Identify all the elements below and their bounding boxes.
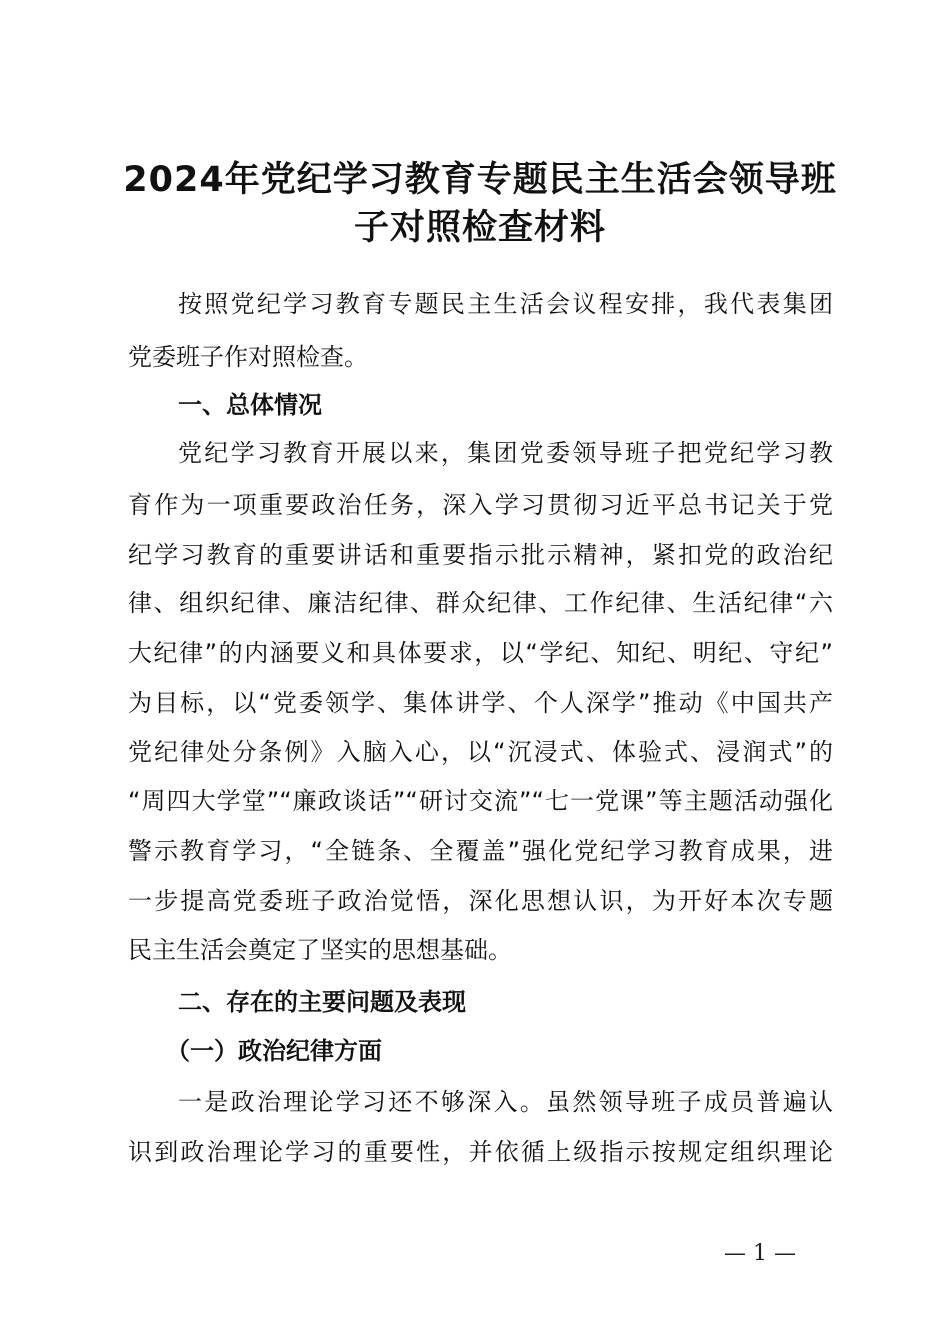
paragraph-line: 大纪律”的内涵要义和具体要求，以“学纪、知纪、明纪、守纪” xyxy=(128,639,833,667)
section-heading: 二、存在的主要问题及表现 xyxy=(178,988,466,1016)
paragraph-line: 警示教育学习，“全链条、全覆盖”强化党纪学习教育成果，进 xyxy=(128,837,833,865)
paragraph-line: 识到政治理论学习的重要性，并依循上级指示按规定组织理论 xyxy=(128,1138,833,1166)
document-title-line-1: 2024年党纪学习教育专题民主生活会领导班 xyxy=(123,160,837,200)
paragraph-line: 一是政治理论学习还不够深入。虽然领导班子成员普遍认 xyxy=(178,1088,833,1116)
section-heading: 一、总体情况 xyxy=(178,391,322,419)
document-title-line-2: 子对照检查材料 xyxy=(353,208,606,248)
paragraph-line: 党纪律处分条例》入脑入心，以“沉浸式、体验式、浸润式”的 xyxy=(128,738,833,766)
paragraph-line: 育作为一项重要政治任务，深入学习贯彻习近平总书记关于党 xyxy=(128,491,833,519)
paragraph-line: 按照党纪学习教育专题民主生活会议程安排，我代表集团 xyxy=(178,290,833,318)
paragraph-line: 一步提高党委班子政治觉悟，深化思想认识，为开好本次专题 xyxy=(128,887,833,915)
paragraph-line: 律、组织纪律、廉洁纪律、群众纪律、工作纪律、生活纪律“六 xyxy=(128,589,833,617)
paragraph-line: 党纪学习教育开展以来，集团党委领导班子把党纪学习教 xyxy=(178,439,833,467)
paragraph-line: “周四大学堂”“廉政谈话”“研讨交流”“七一党课”等主题活动强化 xyxy=(128,787,833,815)
paragraph-line: 民主生活会奠定了坚实的思想基础。 xyxy=(128,936,512,964)
paragraph-line: 党委班子作对照检查。 xyxy=(128,343,368,371)
page-number: — 1 — xyxy=(724,1241,796,1266)
subsection-heading: （一）政治纪律方面 xyxy=(166,1037,382,1065)
paragraph-line: 纪学习教育的重要讲话和重要指示批示精神，紧扣党的政治纪 xyxy=(128,541,833,569)
paragraph-line: 为目标，以“党委领学、集体讲学、个人深学”推动《中国共产 xyxy=(128,689,833,717)
